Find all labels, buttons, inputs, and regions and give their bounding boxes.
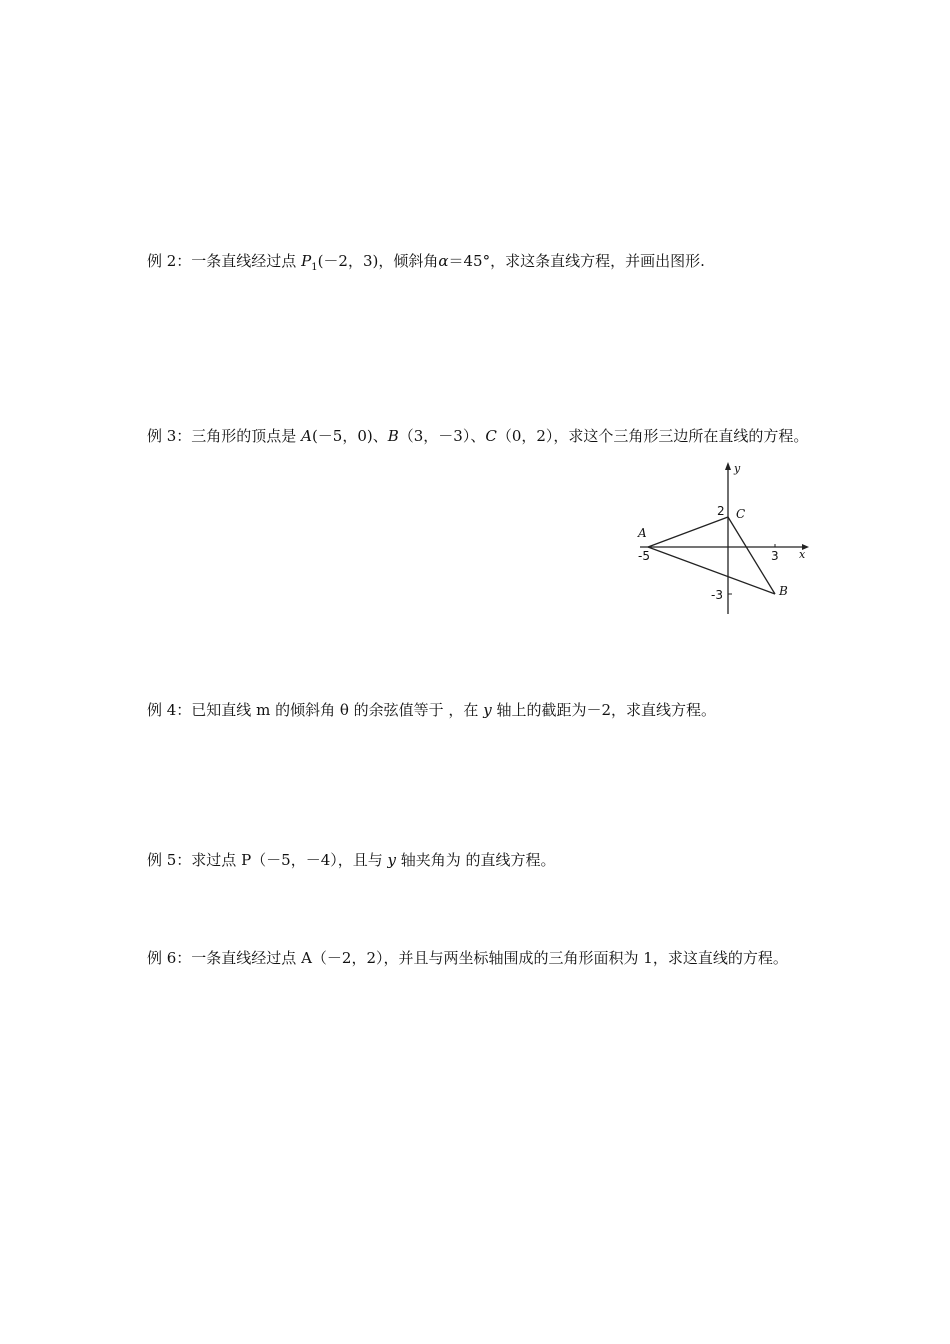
vertex-b-label: B (387, 427, 399, 445)
y-variable: y (387, 851, 397, 869)
example-2-rest: ＝45°，求这条直线方程，并画出图形. (448, 252, 705, 270)
vertex-a-coords: (－5，0)、 (311, 427, 388, 445)
point-p-label: P (301, 252, 312, 270)
example-5 (147, 850, 556, 870)
example-5-prefix: 例 5：求过点 P（－5，－4），且与 (147, 851, 388, 869)
example-4 (147, 700, 716, 720)
example-2 (147, 251, 705, 278)
vertex-c-coords: （0，2），求这个三角形三边所在直线的方程。 (496, 427, 809, 445)
point-c-label: C (736, 507, 746, 521)
example-3-prefix: 例 3：三角形的顶点是 (147, 427, 302, 445)
vertex-c-label: C (485, 427, 497, 445)
side-cb (728, 517, 775, 594)
tick-label-2: 2 (717, 504, 725, 518)
side-ab (648, 547, 775, 594)
y-axis-label: y (734, 462, 741, 475)
tick-label-neg3: -3 (711, 588, 723, 602)
example-6-text: 例 6：一条直线经过点 A（－2，2），并且与两坐标轴围成的三角形面积为 1，求这直线的方程。 (147, 949, 788, 967)
y-variable: y (483, 701, 492, 719)
vertex-a-label: A (301, 427, 312, 445)
triangle-figure (632, 458, 812, 616)
example-3 (147, 426, 808, 446)
point-p-subscript: 1 (311, 262, 318, 273)
y-axis-arrow (725, 462, 731, 470)
vertex-b-coords: （3，－3）、 (398, 427, 486, 445)
example-4-rest: 轴上的截距为－2，求直线方程。 (491, 701, 716, 719)
example-5-rest: 轴夹角为 的直线方程。 (396, 851, 556, 869)
point-p-coords: (－2，3)，倾斜角 (317, 252, 439, 270)
point-b-label: B (779, 584, 788, 598)
example-2-prefix: 例 2：一条直线经过点 (147, 252, 302, 270)
example-6 (147, 948, 788, 968)
point-a-label: A (638, 526, 647, 540)
example-4-prefix: 例 4：已知直线 m 的倾斜角 θ 的余弦值等于 ，在 (147, 701, 484, 719)
x-axis-label: x (799, 548, 806, 561)
alpha-symbol: α (438, 252, 449, 270)
tick-label-3: 3 (771, 549, 779, 563)
side-ac (648, 517, 728, 547)
tick-label-neg5: -5 (638, 549, 650, 563)
